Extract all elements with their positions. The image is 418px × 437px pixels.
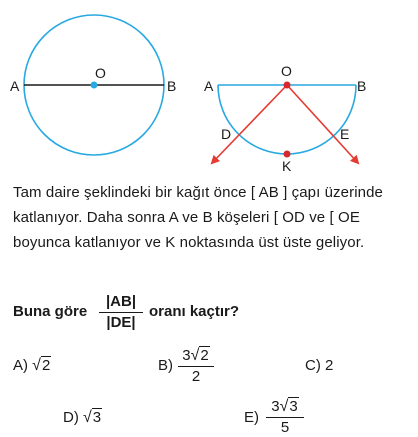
option-e-denominator: 5 (280, 419, 290, 436)
question-prefix: Buna göre (13, 303, 88, 320)
option-e[interactable] (244, 409, 259, 426)
option-a-letter: A) (13, 357, 28, 374)
sqrt-icon: √ (190, 347, 200, 364)
option-d-letter: D) (63, 409, 79, 426)
option-b-letter: B) (158, 357, 173, 374)
option-b-fraction (178, 347, 214, 386)
option-a[interactable] (13, 357, 51, 375)
label-o-left: O (95, 65, 106, 81)
label-a-left: A (10, 78, 20, 94)
option-d[interactable] (63, 409, 102, 427)
sqrt-icon: √ (279, 398, 289, 415)
center-point-o (91, 82, 98, 89)
question-suffix: oranı kaçtır? (149, 303, 240, 320)
label-b-right: B (357, 78, 367, 94)
fraction-numerator: |AB| (105, 293, 137, 310)
fraction-denominator: |DE| (106, 314, 136, 331)
option-e-fraction (266, 398, 304, 437)
arrow-oe (287, 85, 358, 163)
label-d: D (221, 126, 232, 142)
option-c-letter: C) (305, 357, 321, 374)
point-k (284, 151, 291, 158)
option-c[interactable] (305, 357, 333, 374)
fraction-bar (99, 312, 143, 313)
option-b-denominator: 2 (191, 368, 201, 385)
arrow-od (212, 85, 287, 163)
sqrt-icon: √ (32, 357, 41, 374)
sqrt-icon: √ (83, 409, 92, 426)
label-e: E (340, 126, 350, 142)
label-a-right: A (204, 78, 214, 94)
option-b-bar (178, 366, 214, 367)
question-fraction (99, 293, 143, 332)
option-b-numerator: 3√2 (182, 347, 209, 364)
label-b-left: B (167, 78, 177, 94)
semicircle-arc (218, 85, 356, 154)
label-o-right: O (281, 63, 292, 79)
option-c-value: 2 (325, 357, 334, 374)
point-o-red (284, 82, 291, 89)
option-e-numerator: 3√3 (271, 398, 298, 415)
option-e-bar (266, 417, 304, 418)
option-e-letter: E) (244, 409, 259, 426)
problem-paragraph: Tam daire şeklindeki bir kağıt önce [ AB ] çapı üzerinde katlanıyor. Daha sonra A ve B köşeleri [ OD ve [ OE boyunca katlanıyor ve K noktasında üst üste geliyor. (13, 184, 383, 251)
option-a-value: √2 (32, 357, 51, 374)
option-b[interactable] (158, 357, 173, 374)
option-d-value: √3 (83, 409, 102, 426)
label-k: K (282, 158, 292, 174)
